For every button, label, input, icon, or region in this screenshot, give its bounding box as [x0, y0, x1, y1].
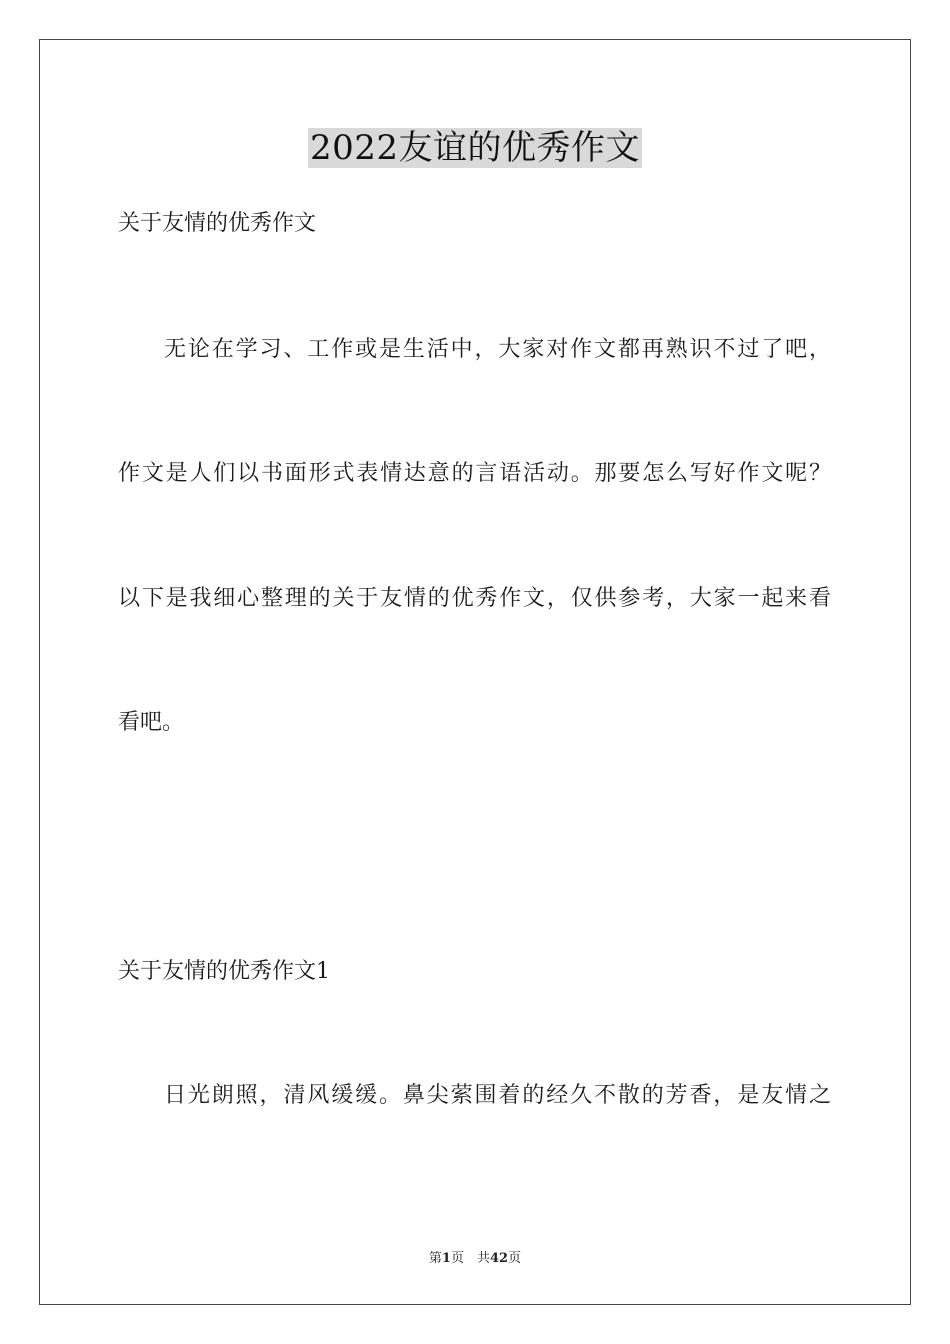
document-title-text: 2022友谊的优秀作文: [309, 128, 641, 168]
paragraph-line-3: 以下是我细心整理的关于友情的优秀作文，仅供参考，大家一起来看: [118, 586, 831, 611]
heading: 关于友情的优秀作文: [118, 211, 317, 236]
footer-prefix: 第: [428, 1251, 442, 1266]
footer-suffix: 页: [508, 1251, 522, 1266]
footer-page-total: 42: [489, 1251, 509, 1266]
paragraph-line-2: 作文是人们以书面形式表情达意的言语活动。那要怎么写好作文呢？: [118, 461, 831, 486]
paragraph-line-1: 无论在学习、工作或是生活中，大家对作文都再熟识不过了吧，: [164, 337, 831, 362]
footer-mid: 页 共: [450, 1251, 490, 1266]
document-title: [0, 128, 950, 168]
footer-page-current: 1: [441, 1251, 451, 1266]
paragraph-line-4: 看吧。: [118, 710, 185, 735]
section-heading: 关于友情的优秀作文1: [118, 959, 330, 984]
page-footer: [0, 1247, 950, 1266]
section-paragraph-line-1: 日光朗照，清风缓缓。鼻尖萦围着的经久不散的芳香，是友情之: [164, 1083, 831, 1108]
